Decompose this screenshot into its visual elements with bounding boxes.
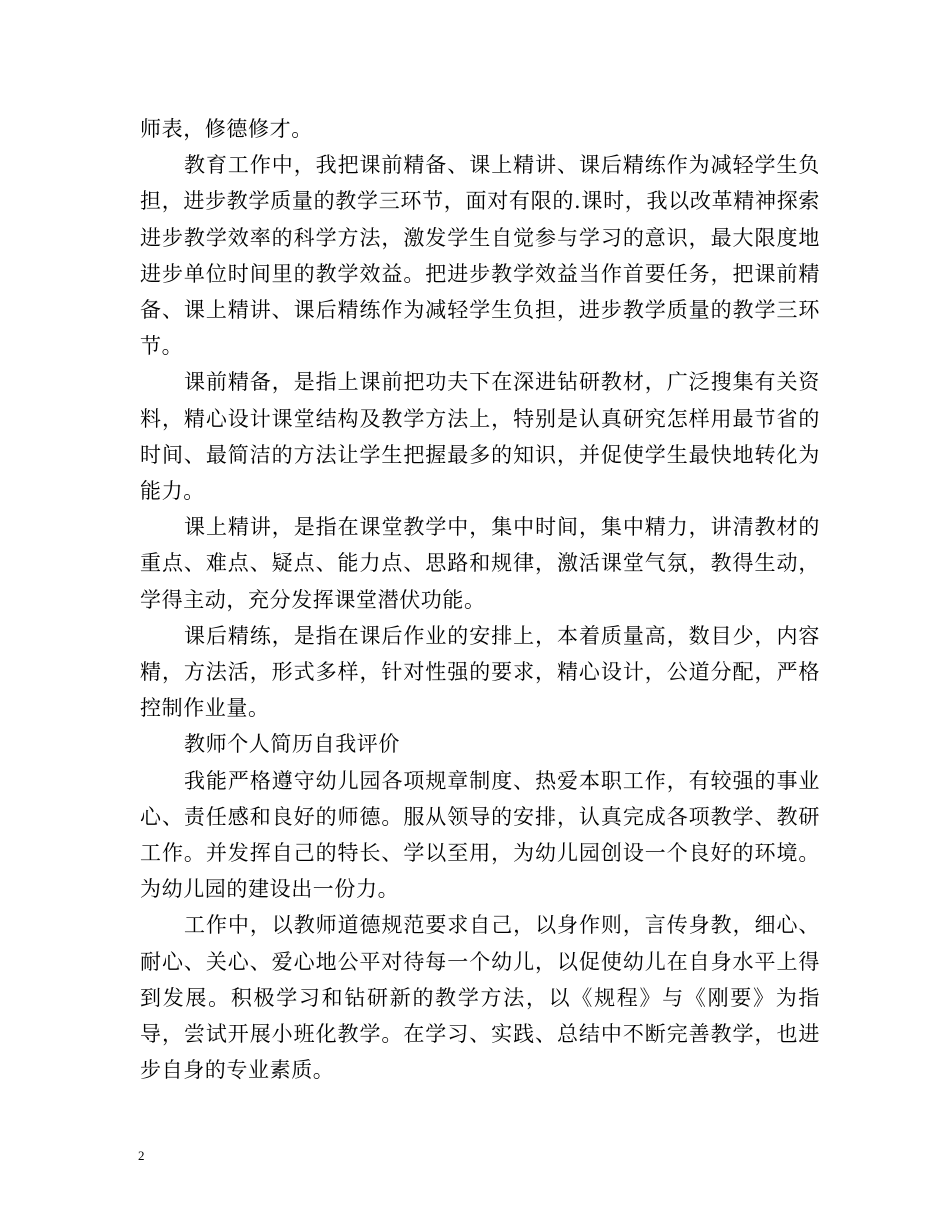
paragraph-continuation: 师表，修德修才。 — [140, 117, 313, 141]
paragraph-in-class-lecture: 课上精讲，是指在课堂教学中，集中时间，集中精力，讲清教材的重点、难点、疑点、能力点、思路和规律，激活课堂气氛，教得生动，学得主动，充分发挥课堂潜伏功能。 — [140, 515, 820, 612]
paragraph-pre-class-preparation: 课前精备，是指上课前把功夫下在深进钻研教材，广泛搜集有关资料，精心设计课堂结构及教学方法上，特别是认真研究怎样用最节省的时间、最简洁的方法让学生把握最多的知识，并促使学生最快地转化为能力。 — [140, 370, 820, 504]
paragraph-teaching-three-steps: 教育工作中，我把课前精备、课上精讲、课后精练作为减轻学生负担，进步教学质量的教学三环节，面对有限的.课时，我以改革精神探索进步教学效率的科学方法，激发学生自觉参与学习的意识，最大限度地进步单位时间里的教学效益。把进步教学效益当作首要任务，把课前精备、课上精讲、课后精练作为减轻学生负担，进步教学质量的教学三环节。 — [140, 153, 820, 359]
page-number: 2 — [138, 1148, 145, 1163]
document-body — [140, 111, 820, 1088]
paragraph-after-class-practice: 课后精练，是指在课后作业的安排上，本着质量高，数目少，内容精，方法活，形式多样，针对性强的要求，精心设计，公道分配，严格控制作业量。 — [140, 623, 820, 721]
paragraph-work-conduct: 工作中，以教师道德规范要求自己，以身作则，言传身教，细心、耐心、关心、爱心地公平对待每一个幼儿，以促使幼儿在自身水平上得到发展。积极学习和钻研新的教学方法，以《规程》与《刚要》为指导，尝试开展小班化教学。在学习、实践、总结中不断完善教学，也进步自身的专业素质。 — [140, 913, 820, 1083]
section-heading: 教师个人简历自我评价 — [184, 732, 400, 757]
paragraph-self-evaluation: 我能严格遵守幼儿园各项规章制度、热爱本职工作，有较强的事业心、责任感和良好的师德。服从领导的安排，认真完成各项教学、教研工作。并发挥自己的特长、学以至用，为幼儿园创设一个良好的环境。为幼儿园的建设出一份力。 — [140, 768, 820, 902]
